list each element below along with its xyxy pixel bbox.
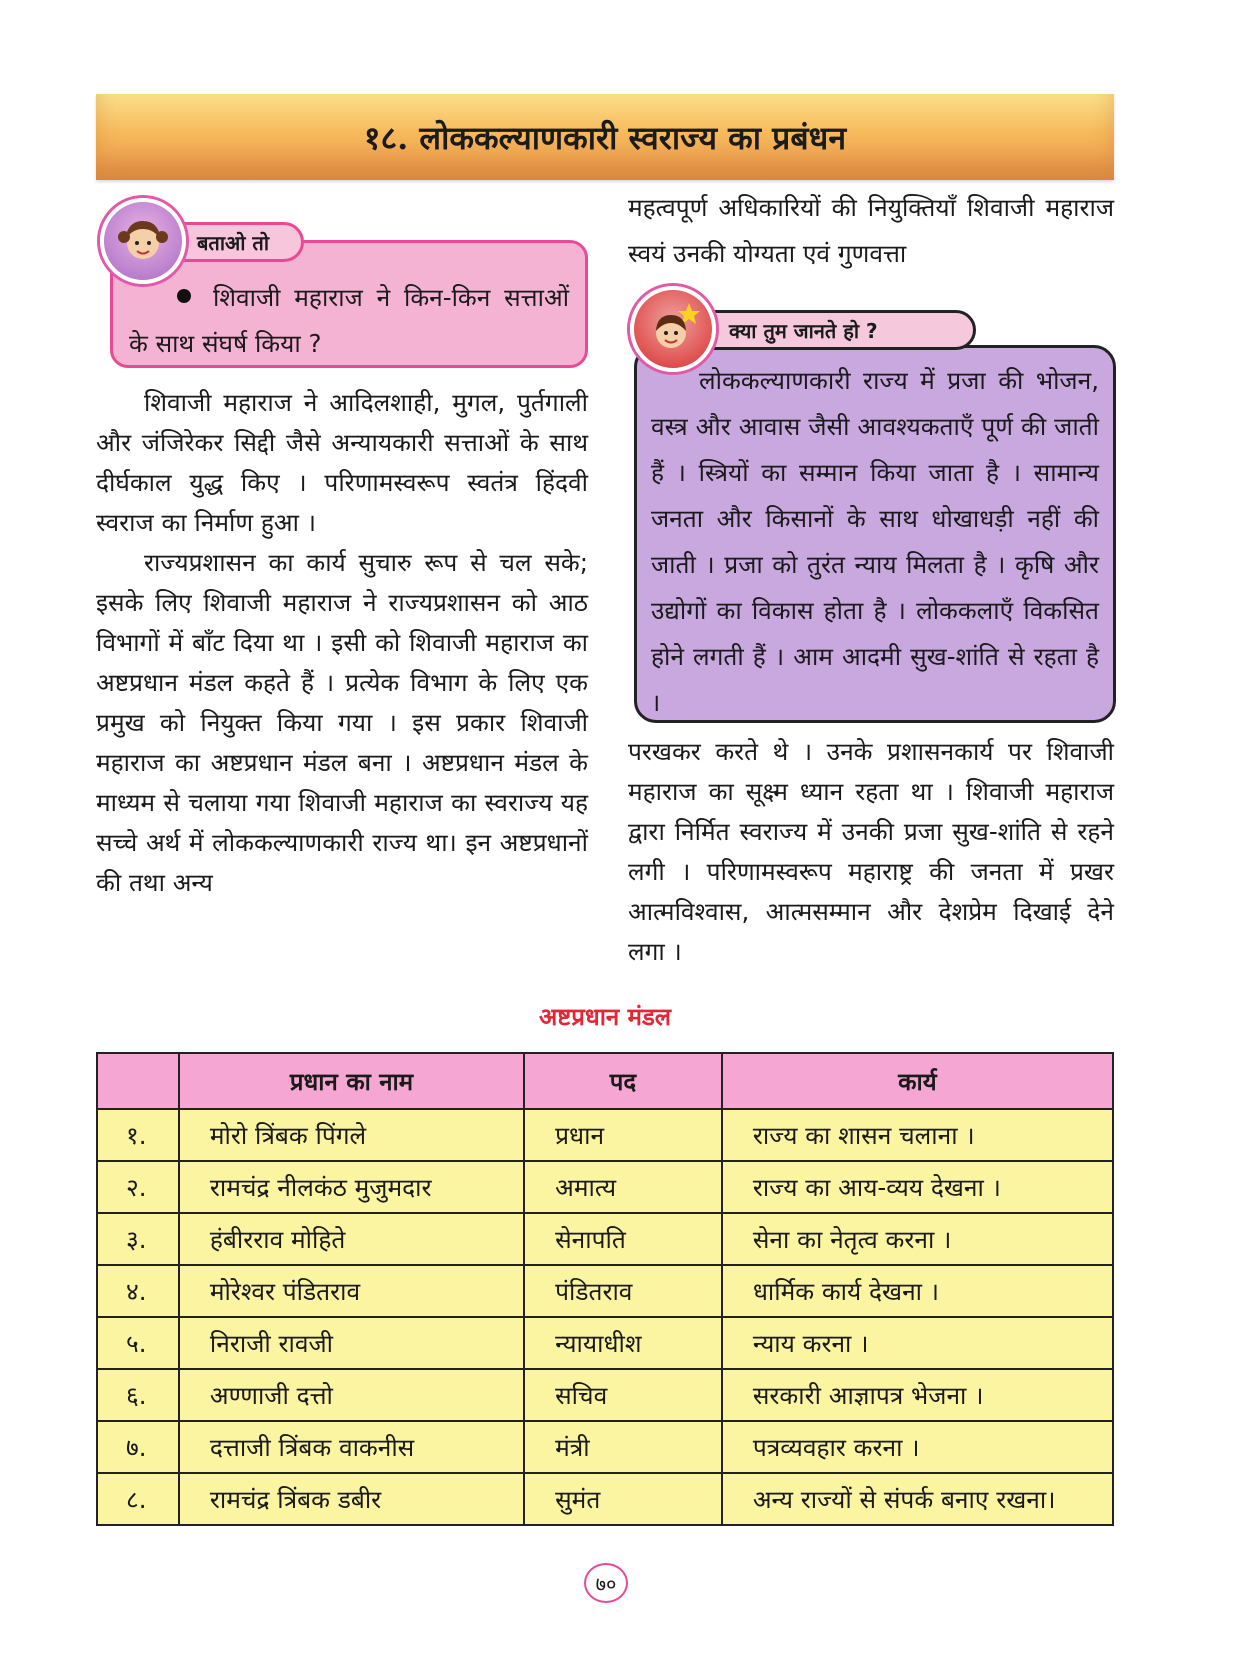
cell-serial: ३.: [97, 1213, 179, 1265]
cell-work: धार्मिक कार्य देखना ।: [722, 1265, 1113, 1317]
cell-post: न्यायाधीश: [524, 1317, 722, 1369]
left-paragraph-2: राज्यप्रशासन का कार्य सुचारु रूप से चल सके; इसके लिए शिवाजी महाराज ने राज्यप्रशासन को आठ विभागों में बाँट दिया था । इसी को शिवाजी महाराज का अष्टप्रधान मंडल कहते हैं । प्रत्येक विभाग के लिए एक प्रमुख को नियुक्त किया गया । इस प्रकार शिवाजी महाराज का अष्टप्रधान मंडल बना । अष्टप्रधान मंडल के माध्यम से चलाया गया शिवाजी महाराज का स्वराज्य यह सच्चे अर्थ में लोककल्याणकारी राज्य था। इन अष्टप्रधानों की तथा अन्य: [96, 548, 588, 897]
cell-work: सेना का नेतृत्व करना ।: [722, 1213, 1113, 1265]
bullet-icon: [177, 289, 191, 303]
girl-avatar-icon: [100, 198, 186, 284]
table-row: [97, 1473, 1113, 1525]
page-number: ७०: [584, 1563, 628, 1603]
table-row: [97, 1265, 1113, 1317]
batao-question: शिवाजी महाराज ने किन-किन सत्ताओं के साथ संघर्ष किया ?: [129, 283, 569, 358]
cell-serial: २.: [97, 1161, 179, 1213]
cell-name: मोरो त्रिंबक पिंगले: [179, 1109, 524, 1161]
header-work: कार्य: [722, 1053, 1113, 1109]
cell-work: न्याय करना ।: [722, 1317, 1113, 1369]
left-paragraph-1: शिवाजी महाराज ने आदिलशाही, मुगल, पुर्तगाली और जंजिरेकर सिद्दी जैसे अन्यायकारी सत्ताओं के साथ दीर्घकाल युद्ध किए । परिणामस्वरूप स्वतंत्र हिंदवी स्वराज का निर्माण हुआ ।: [96, 388, 588, 537]
boy-avatar-icon: [630, 286, 716, 372]
cell-post: सचिव: [524, 1369, 722, 1421]
cell-work: सरकारी आज्ञापत्र भेजना ।: [722, 1369, 1113, 1421]
cell-post: सेनापति: [524, 1213, 722, 1265]
cell-serial: ८.: [97, 1473, 179, 1525]
cell-serial: ७.: [97, 1421, 179, 1473]
cell-work: अन्य राज्यों से संपर्क बनाए रखना।: [722, 1473, 1113, 1525]
right-column-bottom: [628, 732, 1114, 972]
cell-post: सुमंत: [524, 1473, 722, 1525]
cell-name: अण्णाजी दत्तो: [179, 1369, 524, 1421]
kya-text: लोककल्याणकारी राज्य में प्रजा की भोजन, वस्त्र और आवास जैसी आवश्यकताएँ पूर्ण की जाती हैं । स्त्रियों का सम्मान किया जाता है । सामान्य जनता और किसानों के साथ धोखाधड़ी नहीं की जाती । प्रजा को तुरंत न्याय मिलता है । कृषि और उद्योगों का विकास होता है । लोककलाएँ विकसित होने लगती हैं । आम आदमी सुख-शांति से रहता है ।: [651, 366, 1099, 717]
table-row: [97, 1421, 1113, 1473]
header-post: पद: [524, 1053, 722, 1109]
right-top-text: महत्वपूर्ण अधिकारियों की नियुक्तियाँ शिवाजी महाराज स्वयं उनकी योग्यता एवं गुणवत्ता: [628, 193, 1114, 268]
cell-work: राज्य का शासन चलाना ।: [722, 1109, 1113, 1161]
cell-name: रामचंद्र त्रिंबक डबीर: [179, 1473, 524, 1525]
cell-serial: १.: [97, 1109, 179, 1161]
cell-serial: ५.: [97, 1317, 179, 1369]
cell-work: पत्रव्यवहार करना ।: [722, 1421, 1113, 1473]
cell-name: निराजी रावजी: [179, 1317, 524, 1369]
cell-post: मंत्री: [524, 1421, 722, 1473]
cell-post: अमात्य: [524, 1161, 722, 1213]
header-name: प्रधान का नाम: [179, 1053, 524, 1109]
table-row: [97, 1369, 1113, 1421]
kya-tag-label: क्या तुम जानते हो ?: [729, 318, 878, 343]
right-column-top: [628, 185, 1114, 277]
ashtapradhan-table: [96, 1052, 1114, 1526]
header-serial: [97, 1053, 179, 1109]
table-row: [97, 1213, 1113, 1265]
cell-name: रामचंद्र नीलकंठ मुजुमदार: [179, 1161, 524, 1213]
cell-serial: ६.: [97, 1369, 179, 1421]
cell-name: दत्ताजी त्रिंबक वाकनीस: [179, 1421, 524, 1473]
batao-tag-label: बताओ तो: [197, 230, 270, 255]
left-column: [96, 383, 588, 903]
cell-serial: ४.: [97, 1265, 179, 1317]
cell-work: राज्य का आय-व्यय देखना ।: [722, 1161, 1113, 1213]
cell-post: प्रधान: [524, 1109, 722, 1161]
table-title: अष्टप्रधान मंडल: [538, 1003, 672, 1031]
table-row: [97, 1317, 1113, 1369]
chapter-title: १८. लोककल्याणकारी स्वराज्य का प्रबंधन: [363, 118, 847, 157]
cell-post: पंडितराव: [524, 1265, 722, 1317]
table-row: [97, 1109, 1113, 1161]
table-header-row: [97, 1053, 1113, 1109]
right-bottom-text: परखकर करते थे । उनके प्रशासनकार्य पर शिवाजी महाराज का सूक्ष्म ध्यान रहता था । शिवाजी महाराज द्वारा निर्मित स्वराज्य में उनकी प्रजा सुख-शांति से रहने लगी । परिणामस्वरूप महाराष्ट्र की जनता में प्रखर आत्मविश्वास, आत्मसम्मान और देशप्रेम दिखाई देने लगा ।: [628, 737, 1114, 966]
cell-name: मोरेश्वर पंडितराव: [179, 1265, 524, 1317]
chapter-title-banner: [96, 94, 1114, 180]
kya-box: [634, 345, 1116, 723]
table-row: [97, 1161, 1113, 1213]
cell-name: हंबीरराव मोहिते: [179, 1213, 524, 1265]
kya-tag: [680, 310, 976, 350]
